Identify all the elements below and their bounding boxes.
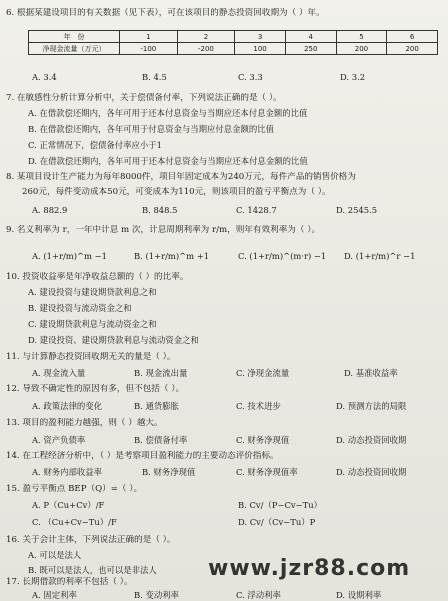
q9-options <box>24 251 444 262</box>
q11-options <box>24 368 444 379</box>
q11-option-d[interactable]: D. 基准收益率 <box>344 368 398 378</box>
question-16: 16. 关于会计主体，下列说法正确的是（ ）。 <box>6 535 176 545</box>
q6-options <box>24 72 444 83</box>
q16-option-b[interactable]: B. 既可以是法人，也可以是非法人 <box>28 565 157 575</box>
q10-option-a[interactable]: A. 建设投资与建设期贷款利息之和 <box>28 287 157 297</box>
q8-option-c[interactable]: C. 1428.7 <box>236 205 277 215</box>
table-header-cell: 2 <box>177 31 235 43</box>
q8-option-b[interactable]: B. 848.5 <box>142 205 178 215</box>
q12-option-a[interactable]: A. 政策法律的变化 <box>32 401 102 411</box>
q6-option-c[interactable]: C. 3.3 <box>238 72 263 82</box>
q15-options-row2 <box>24 517 444 528</box>
q7-option-c[interactable]: C. 正常情况下，偿债备付率应小于1 <box>28 140 163 150</box>
table-cell: -200 <box>177 43 235 55</box>
q11-option-b[interactable]: B. 现金流出量 <box>134 368 188 378</box>
table-cell: -100 <box>120 43 178 55</box>
question-11: 11. 与计算静态投资回收期无关的量是（ ）。 <box>6 352 176 362</box>
q10-option-d[interactable]: D. 建设投资、建设期贷款利息与流动资金之和 <box>28 335 199 345</box>
q12-options <box>24 401 444 412</box>
q14-option-b[interactable]: B. 财务净现值 <box>142 467 196 477</box>
question-7: 7. 在敏感性分析计算分析中，关于偿债备付率，下列说法正确的是（ ）。 <box>6 93 282 103</box>
q12-option-b[interactable]: B. 通货膨胀 <box>134 401 179 411</box>
q8-option-d[interactable]: D. 2545.5 <box>336 205 378 215</box>
table-header-cell: 3 <box>235 31 286 43</box>
table-cell: 250 <box>285 43 336 55</box>
q11-option-a[interactable]: A. 现金流入量 <box>32 368 86 378</box>
q15-option-b[interactable]: B. Cv/（P−Cv−Tu） <box>238 500 322 510</box>
q9-option-c[interactable]: C. (1+r/m)^(m·r) −1 <box>238 251 327 261</box>
table-cell: 200 <box>336 43 387 55</box>
table-header-cell: 4 <box>285 31 336 43</box>
q8-option-a[interactable]: A. 882.9 <box>32 205 68 215</box>
question-12: 12. 导致不确定性的原因有多，但不包括（ ）。 <box>6 384 185 394</box>
table-cell: 200 <box>387 43 438 55</box>
q17-option-b[interactable]: B. 变动利率 <box>134 590 179 600</box>
q6-option-b[interactable]: B. 4.5 <box>142 72 167 82</box>
q7-option-d[interactable]: D. 在借款偿还期内，各年可用于还本付息资金与当期应还本付息金额的比值 <box>28 156 308 166</box>
question-13: 13. 项目的盈利能力越强，则（ ）越大。 <box>6 418 163 428</box>
q15-option-a[interactable]: A. P（Cu+Cv）/F <box>32 500 105 510</box>
table-header-cell: 年 份 <box>29 31 120 43</box>
q17-option-d[interactable]: D. 设期利率 <box>336 590 382 600</box>
q17-options <box>24 590 444 601</box>
q8-options <box>24 205 444 216</box>
q15-option-d[interactable]: D. Cv/（Cv−Tu）P <box>238 517 316 527</box>
watermark-logo: www.jzr88.com <box>208 556 411 581</box>
table-header-row <box>29 31 438 43</box>
q10-option-c[interactable]: C. 建设期贷款利息与流动资金之和 <box>28 319 157 329</box>
table-header-cell: 5 <box>336 31 387 43</box>
q14-options <box>24 467 444 478</box>
cash-flow-table <box>28 30 438 55</box>
q6-option-d[interactable]: D. 3.2 <box>340 72 366 82</box>
q9-option-a[interactable]: A. (1+r/m)^m −1 <box>32 251 107 261</box>
q15-options-row1 <box>24 500 444 511</box>
table-header-cell: 1 <box>120 31 178 43</box>
q7-option-b[interactable]: B. 在借款偿还期内，各年可用于付息资金与当期应付息金额的比值 <box>28 124 274 134</box>
question-8: 8. 某项目设计生产能力为每年8000件，项目年固定成本为240万元，每件产品的销售价格为 <box>6 172 356 182</box>
q11-option-c[interactable]: C. 净现金流量 <box>236 368 290 378</box>
q13-option-c[interactable]: C. 财务净现值 <box>236 435 290 445</box>
q12-option-c[interactable]: C. 技术进步 <box>236 401 281 411</box>
question-17: 17. 长期借款的利率不包括（ ）。 <box>6 577 133 587</box>
q13-option-d[interactable]: D. 动态投资回收期 <box>336 435 407 445</box>
q14-option-d[interactable]: D. 动态投资回收期 <box>336 467 407 477</box>
q16-option-a[interactable]: A. 可以是法人 <box>28 550 82 560</box>
question-6: 6. 根据某建设项目的有关数据（见下表），可在该项目的静态投资回收期为（ ）年。 <box>6 8 325 18</box>
question-9: 9. 名义利率为 r，一年中计息 m 次，计息周期利率为 r/m，则年有效利率为（ ）。 <box>6 225 321 235</box>
table-row <box>29 43 438 55</box>
q15-option-c[interactable]: C. （Cu+Cv−Tu）/F <box>32 517 117 527</box>
q9-option-d[interactable]: D. (1+r/m)^r −1 <box>344 251 416 261</box>
table-row-label: 净现金流量（万元） <box>29 43 120 55</box>
q12-option-d[interactable]: D. 预测方法的局限 <box>336 401 407 411</box>
q6-option-a[interactable]: A. 3.4 <box>32 72 57 82</box>
q13-option-b[interactable]: B. 偿债备付率 <box>134 435 188 445</box>
question-8-continued: 260元，每件变动成本50元，可变成本为110元，则该项目的盈亏平衡点为（ ）。 <box>22 187 331 197</box>
question-10: 10. 投资收益率是年净收益总额的（ ）的比率。 <box>6 272 189 282</box>
table-cell: 100 <box>235 43 286 55</box>
question-15: 15. 盈亏平衡点 BEP（Q）=（ ）。 <box>6 484 143 494</box>
q14-option-c[interactable]: C. 财务净现值率 <box>236 467 298 477</box>
q10-option-b[interactable]: B. 建设投资与流动资金之和 <box>28 303 132 313</box>
q17-option-a[interactable]: A. 固定利率 <box>32 590 77 600</box>
question-14: 14. 在工程经济分析中，（ ）是考察项目盈利能力的主要动态评价指标。 <box>6 451 279 461</box>
q17-option-c[interactable]: C. 浮动利率 <box>236 590 281 600</box>
q14-option-a[interactable]: A. 财务内部收益率 <box>32 467 102 477</box>
q13-option-a[interactable]: A. 资产负债率 <box>32 435 86 445</box>
q9-option-b[interactable]: B. (1+r/m)^m +1 <box>134 251 210 261</box>
q7-option-a[interactable]: A. 在借款偿还期内，各年可用于还本付息资金与当期应还本付息金额的比值 <box>28 108 308 118</box>
table-header-cell: 6 <box>387 31 438 43</box>
q13-options <box>24 435 444 446</box>
